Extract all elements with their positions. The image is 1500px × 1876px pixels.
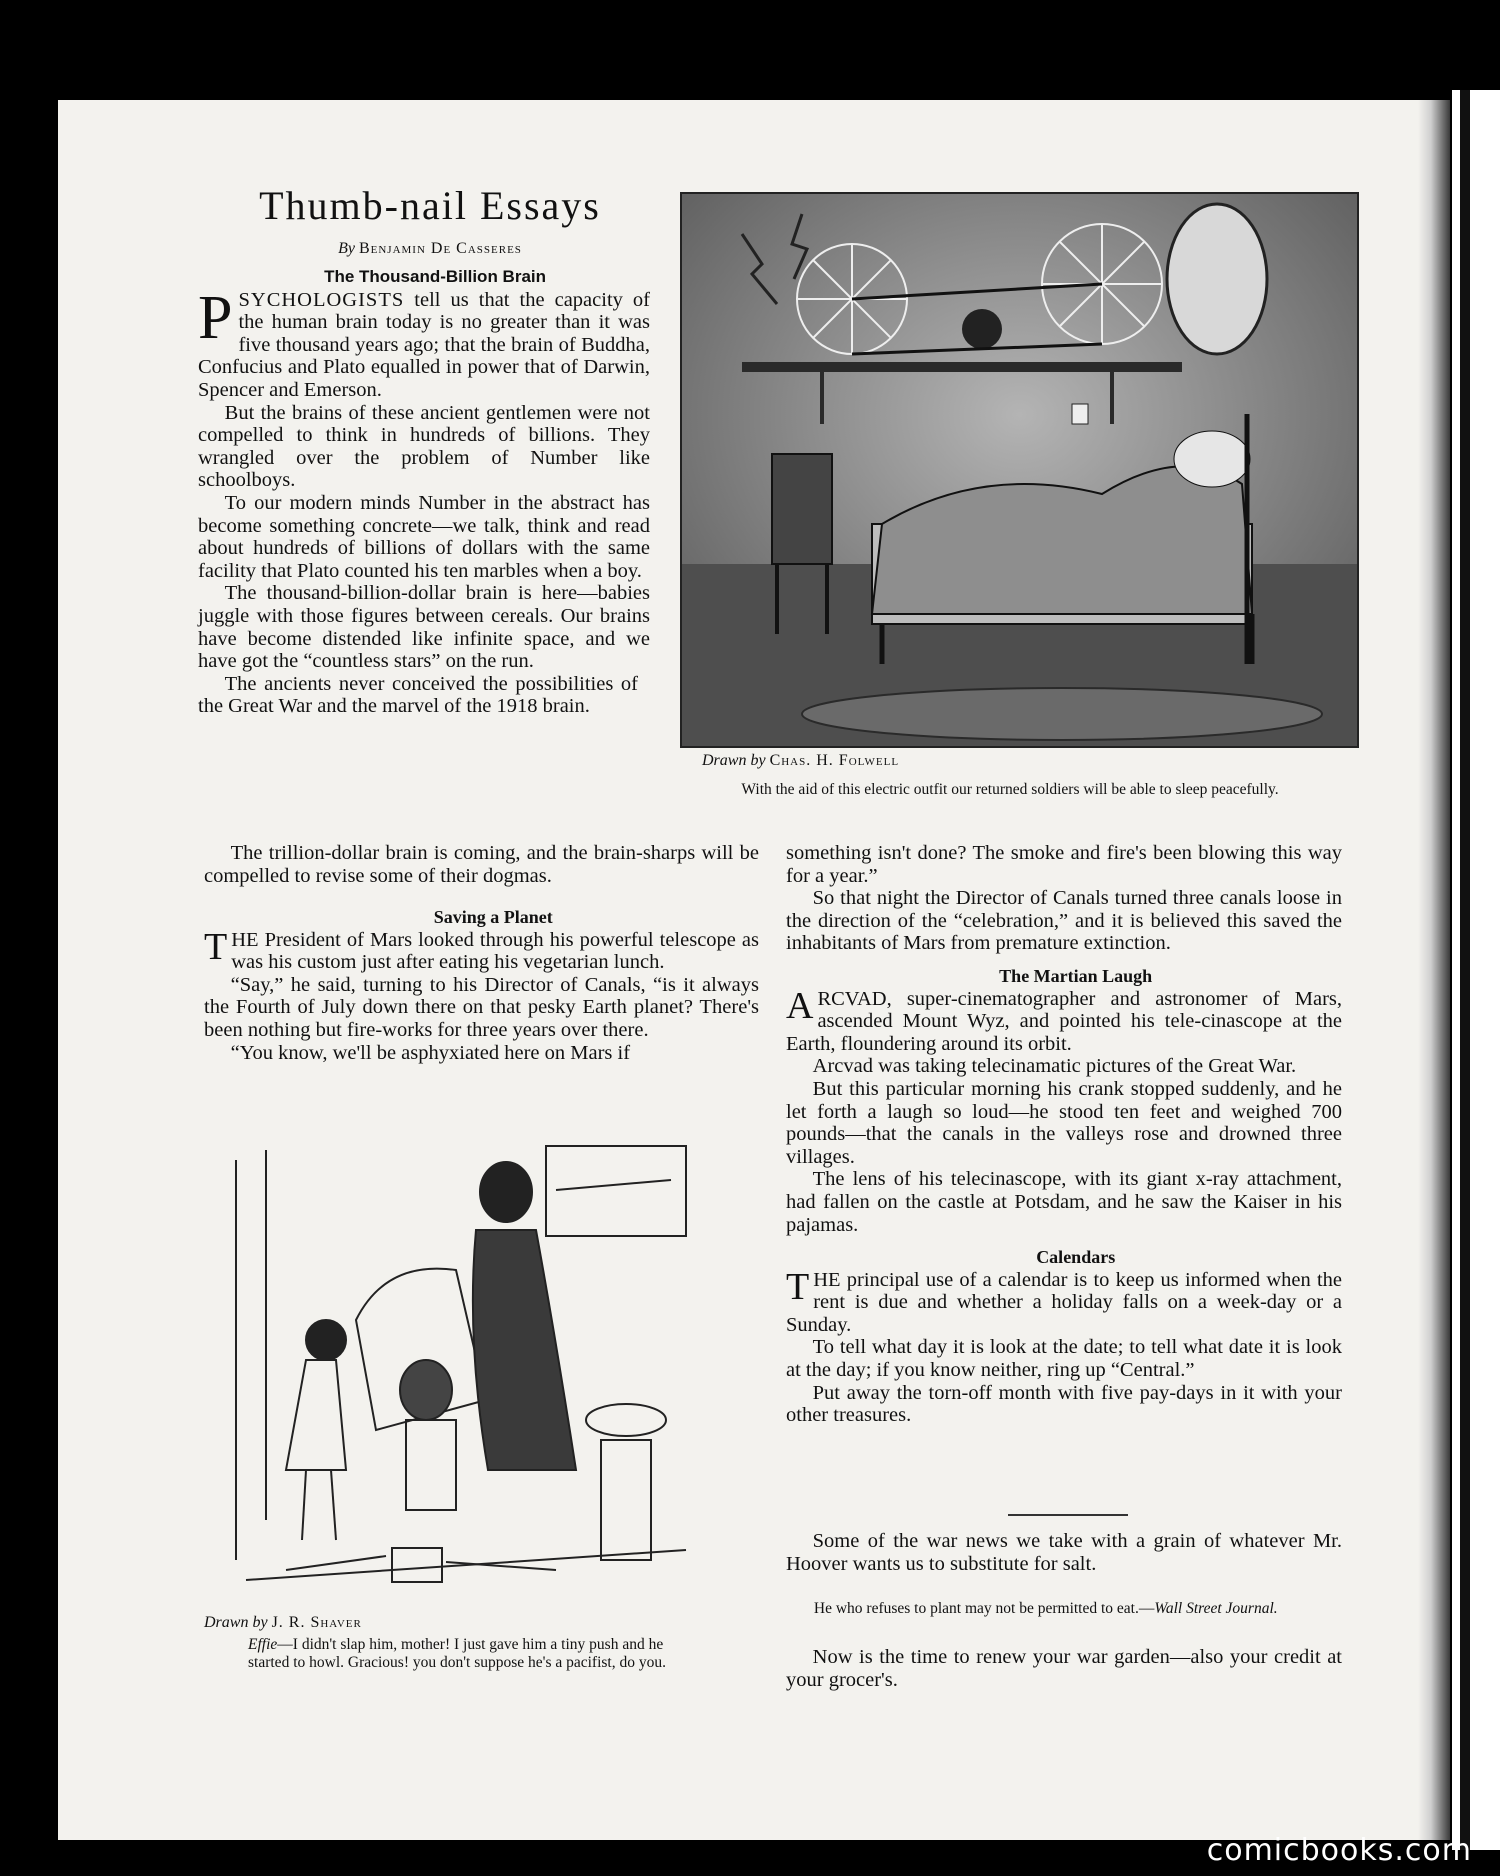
- paragraph-text: President of Mars looked through his powerful telescope as was his custom just after eating his vegetarian lunch.: [231, 928, 759, 974]
- section-heading: The Martian Laugh: [999, 965, 1153, 986]
- paragraph: So that night the Director of Canals turned three canals loose in the direction of the “celebration,” and it is believed this saved the inhabitants of Mars from premature extinction.: [786, 887, 1342, 955]
- paragraph: Now is the time to renew your war garden—also your credit at your grocer's.: [786, 1646, 1342, 1691]
- illustration2-caption: [248, 1636, 708, 1672]
- section-heading: The Thousand-Billion Brain: [324, 267, 547, 286]
- paragraph-text: super-cinematographer and astronomer of Mars, ascended Mount Wyz, and pointed his tele-cinascope at the Earth, floundering around its orbit.: [786, 987, 1342, 1055]
- paragraph: “Say,” he said, turning to his Director of Canals, “is it always the Fourth of July down there on that pesky Earth planet? There's been nothing but fire-works for three years over there.: [204, 973, 759, 1041]
- filler-quote: [786, 1600, 1338, 1618]
- paragraph: To our modern minds Number in the abstract has become something concrete—we talk, think and read about hundreds of billions of dollars with the same facility that Plato counted his ten marbles when a boy.: [198, 491, 650, 582]
- drop-cap: A: [786, 984, 814, 1027]
- paragraph: [786, 984, 1342, 1056]
- paragraph: The ancients never conceived the possibilities of the Great War and the marvel of the 1918 brain.: [198, 672, 638, 718]
- credit-prefix: Drawn by: [204, 1614, 268, 1631]
- page-spine-shadow: [1418, 100, 1450, 1840]
- lead-word: HE: [813, 1268, 841, 1291]
- section-heading: Calendars: [1036, 1247, 1116, 1268]
- paragraph: The thousand-billion-dollar brain is here—babies juggle with those figures between cereals. Our brains have become distended like infinite space, and we have got the “countless stars” on the run.: [198, 582, 650, 673]
- drop-cap: T: [786, 1265, 810, 1308]
- illustration-electric-outfit: [680, 192, 1359, 748]
- byline-prefix: By: [338, 240, 355, 257]
- section-heading: Saving a Planet: [433, 907, 553, 927]
- paragraph: To tell what day it is look at the date; to tell what date it is look at the day; if you know neither, ring up “Central.”: [786, 1336, 1342, 1382]
- illustration1-credit: [702, 752, 899, 770]
- lead-word: HE: [231, 928, 259, 951]
- right-column-text: [786, 842, 1342, 1427]
- illustration1-caption: With the aid of this electric outfit our returned soldiers will be able to sleep peacefully.: [741, 781, 1279, 798]
- paragraph: something isn't done? The smoke and fire's been blowing this way for a year.”: [786, 842, 1342, 887]
- essay1-final-paragraph: [204, 842, 759, 887]
- divider-rule: [1008, 1514, 1128, 1516]
- credit-prefix: Drawn by: [702, 752, 766, 769]
- paragraph: The lens of his telecinascope, with its giant x-ray attachment, had fallen on the castle at Potsdam, and he saw the Kaiser in his pajamas.: [786, 1168, 1342, 1236]
- illustration2-credit: [204, 1614, 362, 1632]
- electric-outfit-drawing: [682, 194, 1357, 746]
- paragraph: But the brains of these ancient gentlemen were not compelled to think in hundreds of billions. They wrangled over the problem of Number like schoolboys.: [198, 401, 650, 492]
- paragraph: [786, 1265, 1343, 1337]
- byline: [180, 240, 680, 258]
- paragraph: But this particular morning his crank stopped suddenly, and he let forth a laugh so loud—he stood ten feet and weighed 700 pounds—that the canals in the valleys rose and drowned three villages.: [786, 1077, 1342, 1168]
- paragraph: [198, 283, 651, 402]
- lead-word: SYCHOLOGISTS: [238, 288, 405, 311]
- speaker-name: Effie: [248, 1636, 278, 1653]
- paragraph: Arcvad was taking telecinamatic pictures of the Great War.: [812, 1055, 1297, 1078]
- drop-cap: P: [198, 283, 233, 352]
- byline-author: Benjamin De Casseres: [358, 240, 522, 257]
- credit-artist: Chas. H. Folwell: [769, 752, 900, 769]
- filler-war-garden: [786, 1646, 1342, 1691]
- watermark: comicbooks.com: [1206, 1833, 1472, 1868]
- paragraph: [204, 925, 759, 974]
- paragraph: Put away the torn-off month with five pay-days in it with your other treasures.: [786, 1381, 1342, 1427]
- paragraph: The trillion-dollar brain is coming, and the brain-sharps will be compelled to revise some of their dogmas.: [204, 842, 759, 887]
- filler-hoover: Some of the war news we take with a grain of whatever Mr. Hoover wants us to substitute for salt.: [786, 1530, 1342, 1575]
- quote-source: Wall Street Journal.: [1154, 1600, 1278, 1617]
- quote-text: He who refuses to plant may not be permitted to eat.—: [813, 1600, 1155, 1617]
- paragraph-text: principal use of a calendar is to keep us informed when the rent is due and whether a holiday falls on a week-day or a Sunday.: [786, 1268, 1343, 1336]
- page-title: Thumb-nail Essays: [259, 183, 601, 228]
- lead-word: RCVAD,: [817, 987, 892, 1010]
- filler-paragraphs: [786, 1530, 1342, 1575]
- next-page-edge: [1452, 90, 1500, 1850]
- paragraph: “You know, we'll be asphyxiated here on Mars if: [230, 1041, 631, 1064]
- illustration-effie: [226, 1140, 706, 1610]
- effie-sketch-drawing: [226, 1140, 706, 1610]
- essay-saving-a-planet: [204, 906, 759, 1064]
- paragraph-text: tell us that the capacity of the human brain today is no greater than it was five thousand years ago; that the brain of Buddha, Confucius and Plato equalled in power that of Darwin, Spencer and Emerson.: [198, 288, 651, 401]
- drop-cap: T: [204, 925, 228, 968]
- essay-thousand-billion-brain: [198, 266, 650, 718]
- credit-artist: J. R. Shaver: [271, 1614, 362, 1631]
- caption-text: —I didn't slap him, mother! I just gave him a tiny push and he started to howl. Gracious! you don't suppose he's a pacifist, do you.: [248, 1636, 666, 1671]
